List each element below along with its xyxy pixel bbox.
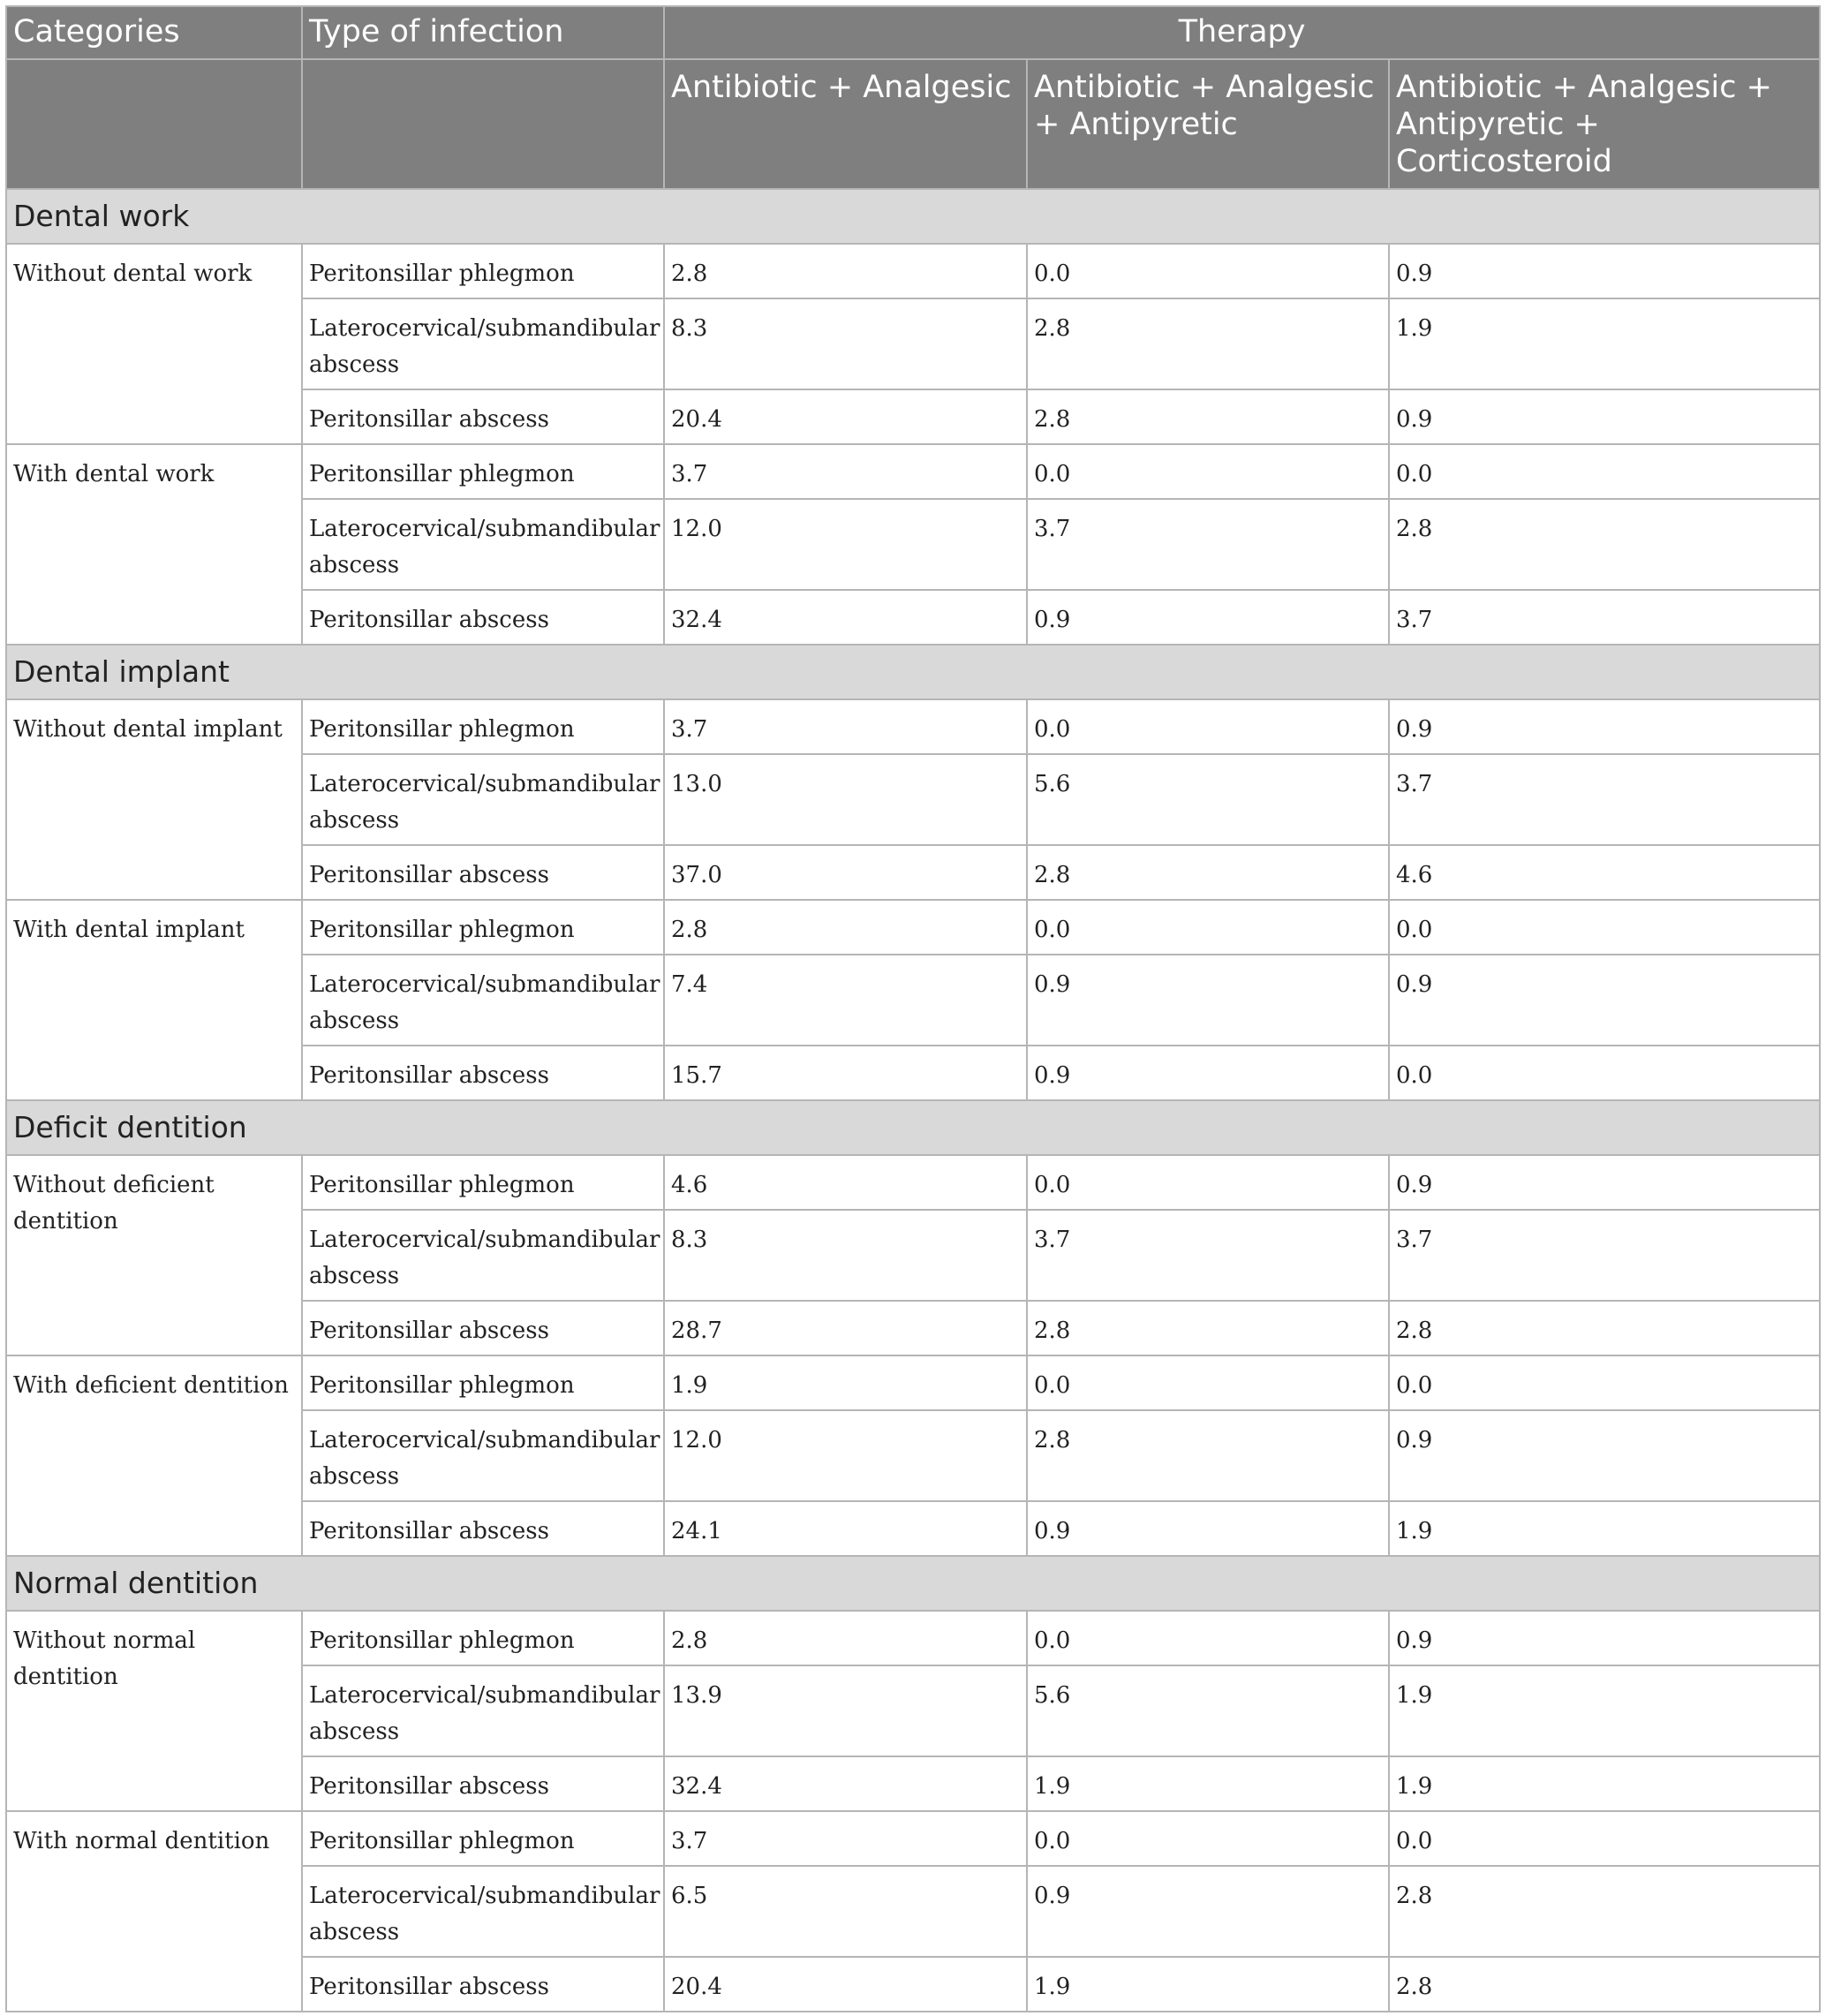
therapy-value-cell: 13.9: [664, 1665, 1027, 1756]
therapy-value-cell: 1.9: [1389, 1756, 1820, 1811]
table-row: [6, 900, 1820, 955]
therapy-value-cell: 0.9: [1389, 1410, 1820, 1501]
header-therapy: Therapy: [664, 6, 1820, 59]
therapy-value-cell: 8.3: [664, 298, 1027, 389]
therapy-value-cell: 7.4: [664, 955, 1027, 1046]
therapy-value-cell: 2.8: [1389, 1301, 1820, 1355]
header-row-therapies: [6, 59, 1820, 189]
table-row: [6, 1811, 1820, 1866]
therapy-value-cell: 6.5: [664, 1866, 1027, 1957]
section-row: [6, 645, 1820, 699]
infection-type-cell: Peritonsillar phlegmon: [302, 1611, 664, 1665]
therapy-value-cell: 3.7: [664, 1811, 1027, 1866]
infection-type-cell: Laterocervical/submandibular abscess: [302, 754, 664, 845]
header-therapy-col-3: Antibiotic + Analgesic + Antipyretic + Corticosteroid: [1389, 59, 1820, 189]
header-blank-categories: [6, 59, 302, 189]
therapy-value-cell: 32.4: [664, 590, 1027, 645]
therapy-value-cell: 20.4: [664, 1957, 1027, 2012]
group-label: Without deficient dentition: [6, 1155, 302, 1355]
therapy-value-cell: 0.0: [1027, 244, 1389, 298]
section-row: [6, 1100, 1820, 1155]
table-row: [6, 1155, 1820, 1210]
infection-type-cell: Peritonsillar abscess: [302, 1756, 664, 1811]
therapy-value-cell: 1.9: [1027, 1957, 1389, 2012]
therapy-value-cell: 0.0: [1389, 1046, 1820, 1100]
infection-type-cell: Peritonsillar abscess: [302, 1501, 664, 1556]
header-blank-type: [302, 59, 664, 189]
therapy-value-cell: 5.6: [1027, 754, 1389, 845]
therapy-value-cell: 0.9: [1027, 590, 1389, 645]
section-title: Dental implant: [6, 645, 1820, 699]
header-categories: Categories: [6, 6, 302, 59]
therapy-value-cell: 37.0: [664, 845, 1027, 900]
therapy-value-cell: 0.0: [1027, 1811, 1389, 1866]
group-label: Without dental work: [6, 244, 302, 444]
therapy-value-cell: 0.9: [1389, 389, 1820, 444]
therapy-value-cell: 15.7: [664, 1046, 1027, 1100]
therapy-value-cell: 8.3: [664, 1210, 1027, 1301]
infection-type-cell: Peritonsillar abscess: [302, 389, 664, 444]
group-label: With deficient dentition: [6, 1355, 302, 1556]
therapy-value-cell: 0.9: [1389, 699, 1820, 754]
infection-type-cell: Laterocervical/submandibular abscess: [302, 1210, 664, 1301]
therapy-value-cell: 0.9: [1027, 1046, 1389, 1100]
therapy-value-cell: 3.7: [1389, 754, 1820, 845]
therapy-value-cell: 3.7: [1389, 590, 1820, 645]
therapy-value-cell: 3.7: [1027, 1210, 1389, 1301]
infection-type-cell: Laterocervical/submandibular abscess: [302, 1410, 664, 1501]
section-title: Dental work: [6, 189, 1820, 244]
infection-type-cell: Peritonsillar phlegmon: [302, 900, 664, 955]
therapy-value-cell: 0.0: [1027, 1155, 1389, 1210]
therapy-value-cell: 2.8: [664, 1611, 1027, 1665]
table-row: [6, 244, 1820, 298]
therapy-value-cell: 0.0: [1027, 699, 1389, 754]
therapy-value-cell: 2.8: [664, 244, 1027, 298]
infection-type-cell: Laterocervical/submandibular abscess: [302, 499, 664, 590]
therapy-value-cell: 12.0: [664, 499, 1027, 590]
section-title: Normal dentition: [6, 1556, 1820, 1611]
therapy-value-cell: 0.0: [1389, 1355, 1820, 1410]
therapy-value-cell: 12.0: [664, 1410, 1027, 1501]
therapy-value-cell: 28.7: [664, 1301, 1027, 1355]
header-therapy-col-1: Antibiotic + Analgesic: [664, 59, 1027, 189]
therapy-value-cell: 0.9: [1389, 955, 1820, 1046]
table-row: [6, 1355, 1820, 1410]
section-row: [6, 1556, 1820, 1611]
infection-type-cell: Peritonsillar phlegmon: [302, 699, 664, 754]
therapy-value-cell: 0.9: [1027, 955, 1389, 1046]
therapy-value-cell: 1.9: [1389, 298, 1820, 389]
therapy-value-cell: 0.9: [1389, 1155, 1820, 1210]
header-therapy-col-2: Antibiotic + Analgesic + Antipyretic: [1027, 59, 1389, 189]
infection-type-cell: Peritonsillar abscess: [302, 1957, 664, 2012]
therapy-value-cell: 2.8: [1027, 1410, 1389, 1501]
therapy-value-cell: 3.7: [664, 444, 1027, 499]
therapy-value-cell: 3.7: [1027, 499, 1389, 590]
therapy-table: [5, 5, 1821, 2012]
table-row: [6, 1611, 1820, 1665]
infection-type-cell: Laterocervical/submandibular abscess: [302, 298, 664, 389]
therapy-value-cell: 2.8: [1389, 1957, 1820, 2012]
therapy-value-cell: 0.0: [1027, 1355, 1389, 1410]
therapy-value-cell: 0.9: [1027, 1866, 1389, 1957]
group-label: With normal dentition: [6, 1811, 302, 2012]
infection-type-cell: Peritonsillar phlegmon: [302, 1811, 664, 1866]
therapy-value-cell: 0.0: [1027, 444, 1389, 499]
infection-type-cell: Peritonsillar abscess: [302, 1301, 664, 1355]
therapy-value-cell: 0.9: [1389, 1611, 1820, 1665]
therapy-value-cell: 20.4: [664, 389, 1027, 444]
therapy-value-cell: 24.1: [664, 1501, 1027, 1556]
therapy-value-cell: 0.0: [1389, 900, 1820, 955]
infection-type-cell: Peritonsillar phlegmon: [302, 1355, 664, 1410]
group-label: Without dental implant: [6, 699, 302, 900]
therapy-value-cell: 13.0: [664, 754, 1027, 845]
therapy-value-cell: 2.8: [664, 900, 1027, 955]
therapy-value-cell: 0.0: [1027, 1611, 1389, 1665]
therapy-value-cell: 1.9: [664, 1355, 1027, 1410]
therapy-value-cell: 3.7: [664, 699, 1027, 754]
infection-type-cell: Laterocervical/submandibular abscess: [302, 1866, 664, 1957]
therapy-value-cell: 0.0: [1027, 900, 1389, 955]
therapy-value-cell: 4.6: [664, 1155, 1027, 1210]
therapy-value-cell: 0.0: [1389, 444, 1820, 499]
therapy-value-cell: 2.8: [1389, 1866, 1820, 1957]
section-row: [6, 189, 1820, 244]
group-label: With dental implant: [6, 900, 302, 1100]
therapy-value-cell: 3.7: [1389, 1210, 1820, 1301]
infection-type-cell: Laterocervical/submandibular abscess: [302, 1665, 664, 1756]
therapy-value-cell: 2.8: [1027, 389, 1389, 444]
infection-type-cell: Peritonsillar phlegmon: [302, 244, 664, 298]
therapy-value-cell: 1.9: [1389, 1665, 1820, 1756]
header-type-of-infection: Type of infection: [302, 6, 664, 59]
infection-type-cell: Peritonsillar abscess: [302, 590, 664, 645]
therapy-value-cell: 0.0: [1389, 1811, 1820, 1866]
therapy-value-cell: 1.9: [1027, 1756, 1389, 1811]
therapy-value-cell: 0.9: [1389, 244, 1820, 298]
infection-type-cell: Peritonsillar abscess: [302, 845, 664, 900]
group-label: Without normal dentition: [6, 1611, 302, 1811]
infection-type-cell: Peritonsillar abscess: [302, 1046, 664, 1100]
group-label: With dental work: [6, 444, 302, 645]
infection-type-cell: Peritonsillar phlegmon: [302, 444, 664, 499]
infection-type-cell: Peritonsillar phlegmon: [302, 1155, 664, 1210]
table-body: [6, 189, 1820, 2012]
therapy-value-cell: 2.8: [1389, 499, 1820, 590]
therapy-value-cell: 1.9: [1389, 1501, 1820, 1556]
table-row: [6, 699, 1820, 754]
therapy-value-cell: 2.8: [1027, 845, 1389, 900]
section-title: Deficit dentition: [6, 1100, 1820, 1155]
therapy-value-cell: 4.6: [1389, 845, 1820, 900]
infection-type-cell: Laterocervical/submandibular abscess: [302, 955, 664, 1046]
table-row: [6, 444, 1820, 499]
therapy-value-cell: 2.8: [1027, 298, 1389, 389]
therapy-value-cell: 0.9: [1027, 1501, 1389, 1556]
therapy-value-cell: 5.6: [1027, 1665, 1389, 1756]
therapy-value-cell: 2.8: [1027, 1301, 1389, 1355]
header-row-top: [6, 6, 1820, 59]
therapy-value-cell: 32.4: [664, 1756, 1027, 1811]
